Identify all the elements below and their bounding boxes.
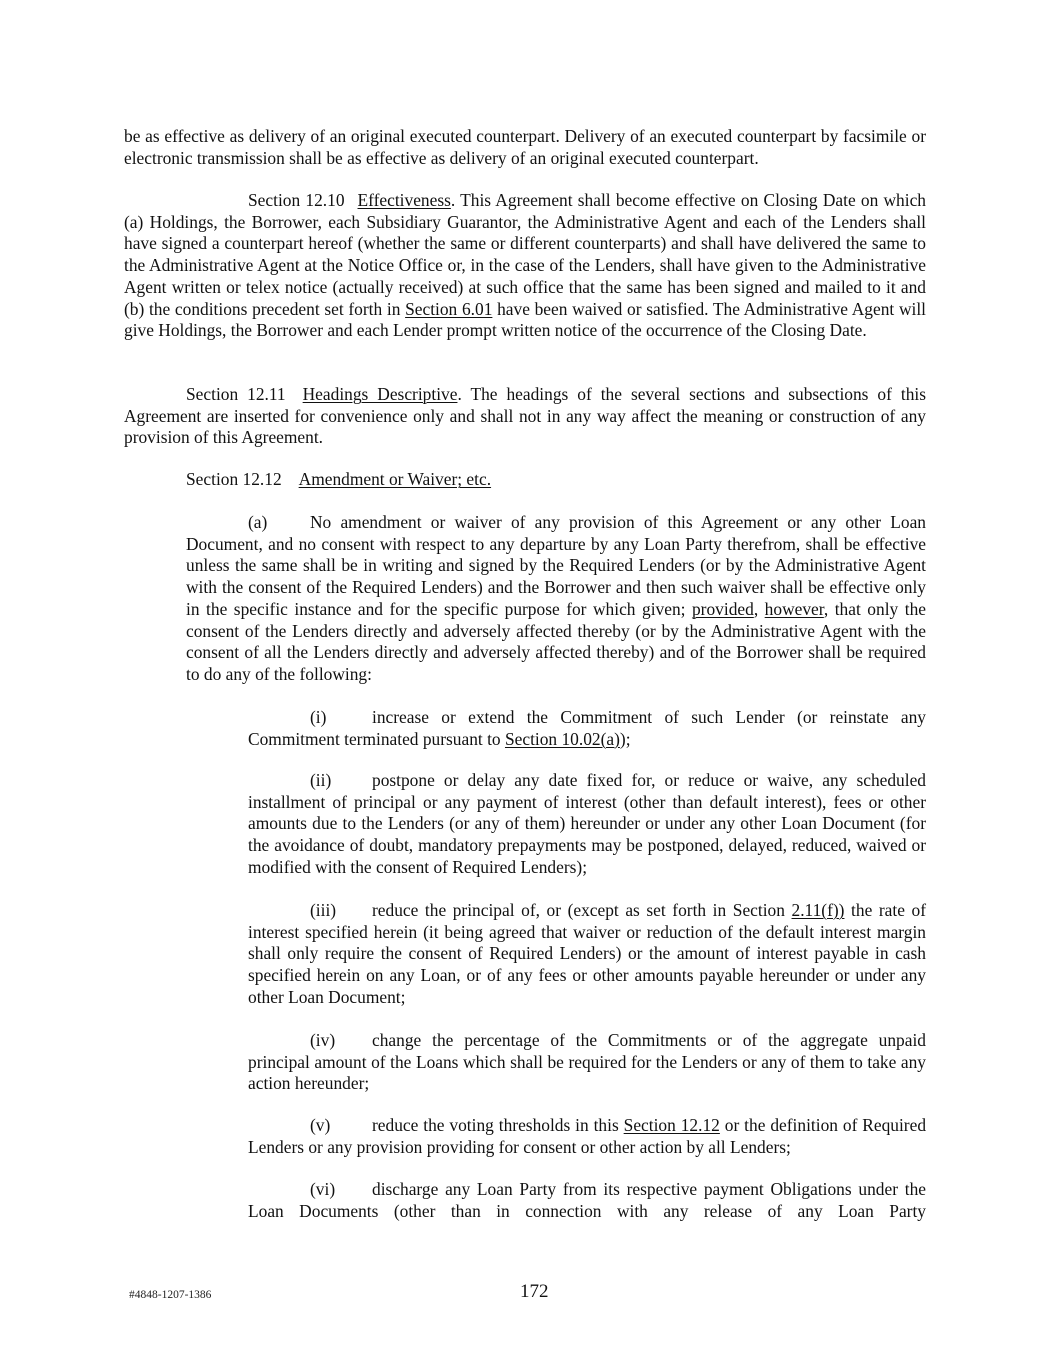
clause-label: (v) xyxy=(310,1115,331,1135)
section-number: Section 12.10 xyxy=(248,190,345,210)
paragraph-text xyxy=(124,469,926,491)
clause-label: (vi) xyxy=(310,1179,336,1199)
paragraph-text xyxy=(124,190,926,342)
text-run: the rate of interest specified herein (it being agreed that waiver or reduction of the default interest margin shall only require the consent of Required Lenders) or the amount of interest payable in cash specified herein on any Loan, or of any fees or other amounts payable hereunder or under any other Loan Document; xyxy=(248,900,926,1007)
text-run: postpone or delay any date fixed for, or reduce or waive, any scheduled installment of principal or any payment of interest (other than default interest), fees or other amounts due to the Lenders (or any of them) hereunder or under any other Loan Document (for the avoidance of doubt, mandatory prepayments may be postponed, delayed, reduced, waived or modified with the consent of Required Lenders); xyxy=(248,770,926,877)
paragraph-clause-a xyxy=(186,512,926,686)
text-run: reduce the principal of, or (except as set forth in Section xyxy=(372,900,792,920)
paragraph-text xyxy=(186,512,926,686)
paragraph-text xyxy=(124,384,926,449)
paragraph-text xyxy=(248,1115,926,1158)
paragraph-clause-iv xyxy=(248,1030,926,1095)
text-run: No amendment or waiver of any provision of this Agreement or any other Loan Document, and no consent with respect to any departure by any Loan Party therefrom, shall be effective unless the same shall be in writing and signed by the Required Lenders (or by the Administrative Agent with the consent of the Required Lenders) and the Borrower and then such waiver shall be effective only in the specific instance and for the specific purpose for which given; xyxy=(186,512,926,619)
cross-reference: Headings Descriptive xyxy=(302,384,458,404)
text-run: be as effective as delivery of an original executed counterpart. Delivery of an executed counterpart by facsimile or electronic transmission shall be as effective as delivery of an original executed counterpart. xyxy=(124,126,926,168)
paragraph-section-12-12 xyxy=(124,469,926,491)
paragraph-text xyxy=(124,126,926,169)
text-run: discharge any Loan Party from its respective payment Obligations under the Loan Documents (other than in connection with any release of any Loan Party xyxy=(248,1179,926,1221)
paragraph-text xyxy=(248,1179,926,1222)
paragraph-clause-i xyxy=(248,707,926,750)
paragraph-text xyxy=(248,900,926,1009)
text-run: . This Agreement shall become effective on Closing Date on which (a) Holdings, the Borrower, each Subsidiary Guarantor, the Administrative Agent and each of the Lenders shall have signed a counterpart hereof (whether the same or different counterparts) and shall have delivered the same to the Administrative Agent at the Notice Office or, in the case of the Lenders, shall have given to the Administrative Agent written or telex notice (actually received) at such office that the same has been signed and mailed to it and (b) the conditions precedent set forth in xyxy=(124,190,926,319)
paragraph-text xyxy=(248,1030,926,1095)
cross-reference: Amendment or Waiver; etc. xyxy=(298,469,492,489)
paragraph-clause-iii xyxy=(248,900,926,1009)
cross-reference: Section 10.02(a) xyxy=(504,728,620,749)
paragraph-section-12-10 xyxy=(124,190,926,342)
cross-reference: provided xyxy=(691,598,754,619)
text-run: change the percentage of the Commitments or of the aggregate unpaid principal amount of the Loans which shall be required for the Lenders or any of them to take any action hereunder; xyxy=(248,1030,926,1094)
text-run: have been waived or satisfied. The Administrative Agent will give Holdings, the Borrower and each Lender prompt written notice of the occurrence of the Closing Date. xyxy=(124,298,926,341)
clause-label: (iii) xyxy=(310,900,337,920)
clause-label: (i) xyxy=(310,707,327,727)
text-run: increase or extend the Commitment of such Lender (or reinstate any Commitment terminated pursuant to xyxy=(248,707,926,749)
text-run: or the definition of Required Lenders or any provision providing for consent or other action by all Lenders; xyxy=(248,1115,927,1157)
footer-document-id: #4848-1207-1386 xyxy=(129,1289,212,1301)
text-run: reduce the voting thresholds in this xyxy=(372,1115,624,1135)
cross-reference: Section 6.01 xyxy=(405,298,493,319)
clause-label: (iv) xyxy=(310,1030,336,1050)
paragraph-clause-ii xyxy=(248,770,926,879)
paragraph-text xyxy=(248,707,926,750)
clause-label: (ii) xyxy=(310,770,332,790)
cross-reference: Effectiveness xyxy=(357,190,451,210)
page-number: 172 xyxy=(520,1281,549,1302)
clause-label: (a) xyxy=(248,512,268,532)
paragraph-clause-vi xyxy=(248,1179,926,1222)
section-number: Section 12.12 xyxy=(186,469,282,489)
paragraph-text xyxy=(248,770,926,879)
section-number: Section 12.11 xyxy=(186,384,286,404)
cross-reference: Section 12.12 xyxy=(623,1115,720,1135)
paragraph-section-12-11 xyxy=(124,384,926,449)
text-run: , xyxy=(753,598,765,619)
paragraph-clause-v xyxy=(248,1115,926,1158)
cross-reference: 2.11(f)) xyxy=(791,900,845,920)
paragraph-p-counterpart-tail xyxy=(124,126,926,169)
cross-reference: however xyxy=(764,598,824,619)
text-run: . The headings of the several sections and subsections of this Agreement are inserted for convenience only and shall not in any way affect the meaning or construction of any provision of this Agreement. xyxy=(124,384,926,448)
text-run: ); xyxy=(619,728,631,749)
text-run: , that only the consent of the Lenders directly and adversely affected thereby (or by the Administrative Agent with the consent of all the Lenders directly and adversely affected thereby) and of the Borrower shall be required to do any of the following: xyxy=(186,598,926,684)
